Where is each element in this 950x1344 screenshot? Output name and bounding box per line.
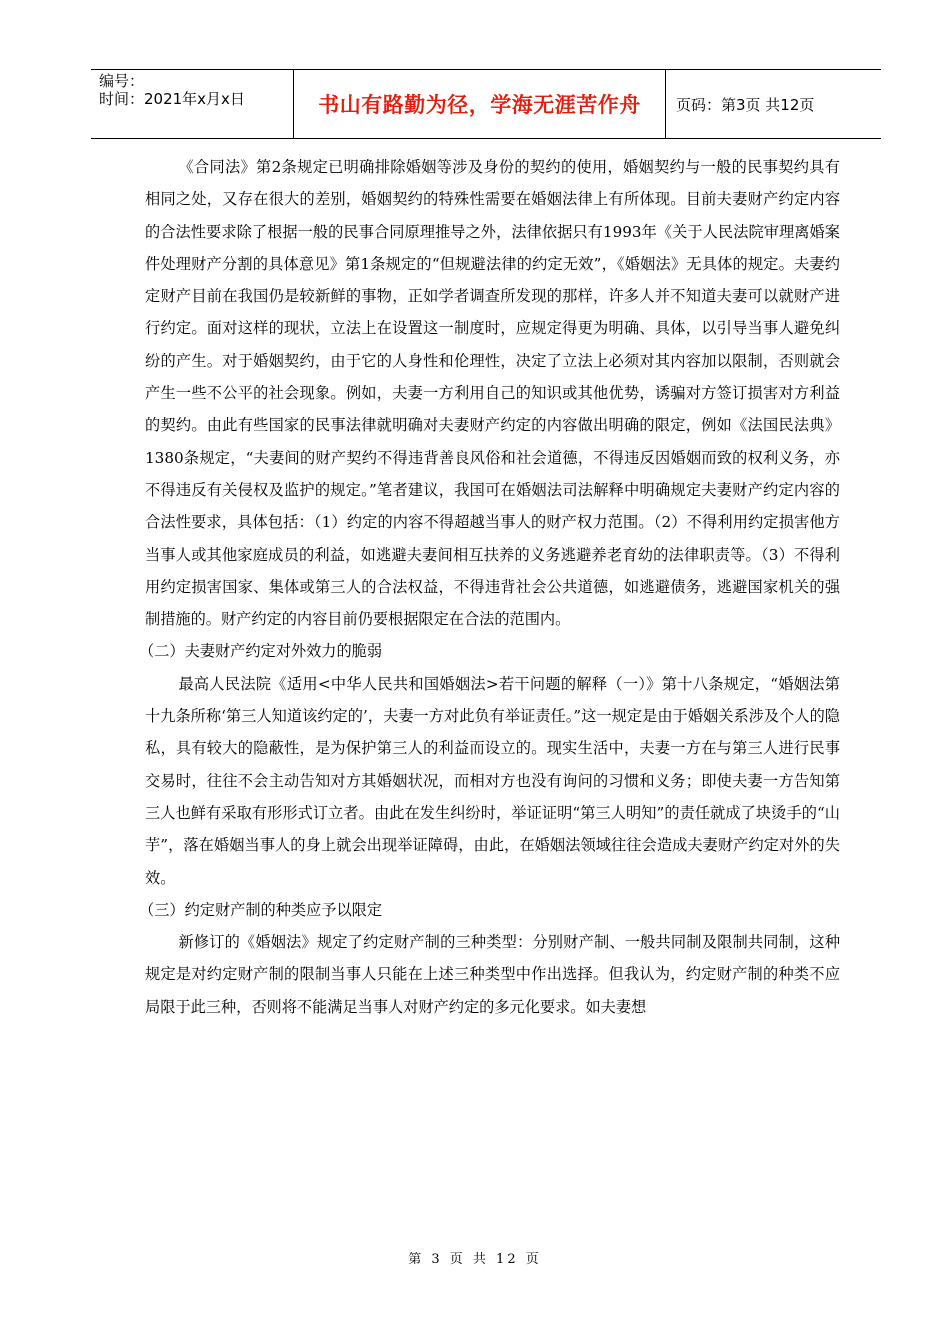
paragraph: 新修订的《婚姻法》规定了约定财产制的三种类型：分别财产制、一般共同制及限制共同制，这种规定是对约定财产制的限制当事人只能在上述三种类型中作出选择。但我认为，约定财产制的种类不应局限于此三种，否则将不能满足当事人对财产约定的多元化要求。如夫妻想 <box>145 933 840 1016</box>
page-footer: 第 3 页 共 12 页 <box>408 1252 542 1267</box>
time-label: 时间：2021年x月x日 <box>99 90 245 108</box>
header-motto: 书山有路勤为径，学海无涯苦作舟 <box>293 70 666 138</box>
header-meta <box>91 70 293 138</box>
paragraph: 最高人民法院《适用<中华人民共和国婚姻法>若干问题的解释（一）》第十八条规定，“婚姻法第十九条所称‘第三人知道该约定的’，夫妻一方对此负有举证责任。”这一规定是由于婚姻关系涉及个人的隐私，具有较大的隐蔽性，是为保护第三人的利益而设立的。现实生活中，夫妻一方在与第三人进行民事交易时，往往不会主动告知对方其婚姻状况，而相对方也没有询问的习惯和义务；即使夫妻一方告知第三人也鲜有采取有形形式订立者。由此在发生纠纷时，举证证明“第三人明知”的责任就成了块烫手的“山芋”，落在婚姻当事人的身上就会出现举证障碍，由此，在婚姻法领域往往会造成夫妻财产约定对外的失效。 <box>145 674 840 887</box>
document-body <box>139 151 840 1023</box>
section-heading: （三）约定财产制的种类应予以限定 <box>139 900 382 919</box>
section-heading: （二）夫妻财产约定对外效力的脆弱 <box>139 642 382 661</box>
header-page-number: 页码：第3页 共12页 <box>676 95 815 114</box>
page-header <box>91 69 881 139</box>
serial-label: 编号： <box>99 72 145 90</box>
paragraph: 《合同法》第2条规定已明确排除婚姻等涉及身份的契约的使用，婚姻契约与一般的民事契约具有相同之处，又存在很大的差别，婚姻契约的特殊性需要在婚姻法律上有所体现。目前夫妻财产约定内容的合法性要求除了根据一般的民事合同原理推导之外，法律依据只有1993年《关于人民法院审理离婚案件处理财产分割的具体意见》第1条规定的“但规避法律的约定无效”，《婚姻法》无具体的规定。夫妻约定财产目前在我国仍是较新鲜的事物，正如学者调查所发现的那样，许多人并不知道夫妻可以就财产进行约定。面对这样的现状，立法上在设置这一制度时，应规定得更为明确、具体，以引导当事人避免纠纷的产生。对于婚姻契约，由于它的人身性和伦理性，决定了立法上必须对其内容加以限制，否则就会产生一些不公平的社会现象。例如，夫妻一方利用自己的知识或其他优势，诱骗对方签订损害对方利益的契约。由此有些国家的民事法律就明确对夫妻财产约定的内容做出明确的限定，例如《法国民法典》1380条规定，“夫妻间的财产契约不得违背善良风俗和社会道德，不得违反因婚姻而致的权利义务，亦不得违反有关侵权及监护的规定。”笔者建议，我国可在婚姻法司法解释中明确规定夫妻财产约定内容的合法性要求，具体包括：（1）约定的内容不得超越当事人的财产权力范围。（2）不得利用约定损害他方当事人或其他家庭成员的利益，如逃避夫妻间相互扶养的义务逃避养老育幼的法律职责等。（3）不得利用约定损害国家、集体或第三人的合法权益，不得违背社会公共道德，如逃避债务，逃避国家机关的强制措施的。财产约定的内容目前仍要根据限定在合法的范围内。 <box>145 158 840 629</box>
